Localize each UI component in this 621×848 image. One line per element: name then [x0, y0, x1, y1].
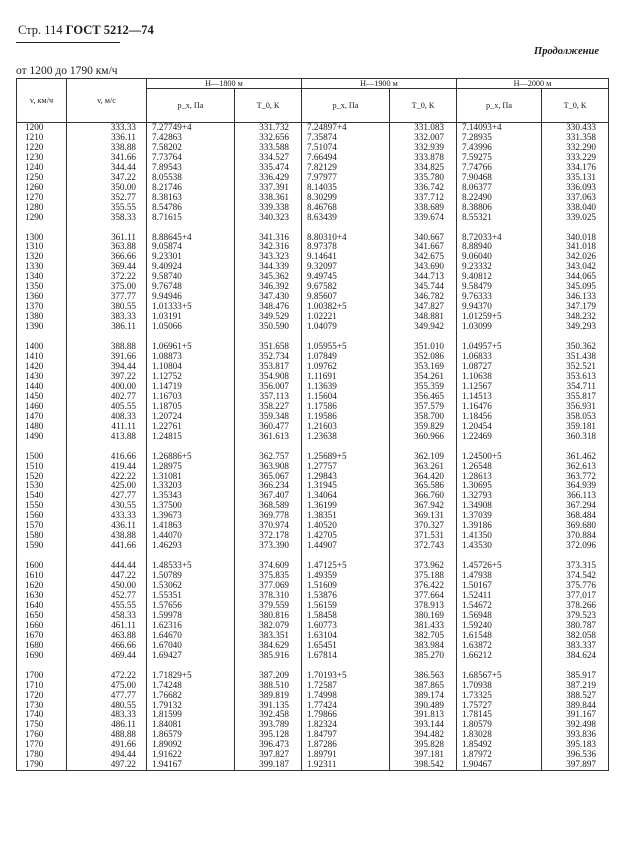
table-cell-t1: 362.757 363.908 365.067 366.234 367.407 368.589 369.778 370.974 372.178 373.390 [235, 452, 302, 552]
table-cell-p2: 1.05955+5 1.07849 1.09762 1.11691 1.13639 1.15604 1.17586 1.19586 1.21603 1.23638 [302, 342, 390, 442]
table-cell-t1: 341.316 342.316 343.323 344.339 345.362 346.392 347.430 348.476 349.529 350.590 [235, 233, 302, 333]
table-cell-t3: 361.462 362.613 363.772 364.939 366.113 367.294 368.484 369.680 370.884 372.096 [542, 452, 609, 552]
table-cell-p3: 8.72033+4 8.88940 9.06040 9.23332 9.40812 9.58479 9.76333 9.94370 1.01259+5 1.03099 [457, 233, 542, 333]
table-row [17, 671, 609, 771]
page-number: Стр. 114 [18, 23, 63, 37]
table-cell-v-ms: 388.88 391.66 394.44 397.22 400.00 402.77 405.55 408.33 411.11 413.88 [67, 342, 147, 442]
table-cell-p3: 1.68567+5 1.70938 1.73325 1.75727 1.78145 1.80579 1.83028 1.85492 1.87972 1.90467 [457, 671, 542, 771]
table-cell-p1: 1.48533+5 1.50789 1.53062 1.55351 1.57656 1.59978 1.62316 1.64670 1.67040 1.69427 [147, 561, 235, 661]
table-cell-t2: 331.083 332.007 332.939 333.878 334.825 335.780 336.742 337.712 338.689 339.674 [390, 123, 457, 223]
col-h1900: H—1900 м [302, 79, 457, 89]
continuation-label: Продолжение [534, 46, 599, 57]
table-row [17, 452, 609, 552]
table-cell-p1: 8.88645+4 9.05874 9.23301 9.40924 9.58740 9.76748 9.94946 1.01333+5 1.03191 1.05066 [147, 233, 235, 333]
table-cell-p3: 1.45726+5 1.47938 1.50167 1.52411 1.54672 1.56948 1.59240 1.61548 1.63872 1.66212 [457, 561, 542, 661]
table-cell-p3: 7.14093+4 7.28935 7.43996 7.59275 7.74766 7.90468 8.06377 8.22490 8.38806 8.55321 [457, 123, 542, 223]
col-p-3: p_x, Па [457, 89, 542, 123]
table-cell-t2: 386.563 387.865 389.174 390.489 391.813 393.144 394.482 395.828 397.181 398.542 [390, 671, 457, 771]
range-label: от 1200 до 1790 км/ч [16, 65, 118, 77]
table-cell-v-ms: 361.11 363.88 366.66 369.44 372.22 375.00 377.77 380.55 383.33 386.11 [67, 233, 147, 333]
table-cell-t3: 385.917 387.219 388.527 389.844 391.167 392.498 393.836 395.183 396.536 397.897 [542, 671, 609, 771]
table-cell-p1: 1.26886+5 1.28975 1.31081 1.33203 1.35343 1.37500 1.39673 1.41863 1.44070 1.46293 [147, 452, 235, 552]
table-cell-t1: 387.209 388.510 389.819 391.135 392.458 393.789 395.128 396.473 397.827 399.187 [235, 671, 302, 771]
col-p-2: p_x, Па [302, 89, 390, 123]
header-rule [16, 42, 120, 43]
col-t-3: T_0, К [542, 89, 609, 123]
col-h1800: H—1800 м [147, 79, 302, 89]
table-cell-t3: 373.315 374.542 375.776 377.017 378.266 379.523 380.787 382.058 383.337 384.624 [542, 561, 609, 661]
table-body [17, 123, 609, 771]
table-cell-v-ms: 333.33 336.11 338.88 341.66 344.44 347.22 350.00 352.77 355.55 358.33 [67, 123, 147, 223]
table-cell-p1: 1.71829+5 1.74248 1.76682 1.79132 1.81599 1.84081 1.86579 1.89092 1.91622 1.94167 [147, 671, 235, 771]
table-cell-t3: 330.433 331.358 332.290 333.229 334.176 335.131 336.093 337.063 338.040 339.025 [542, 123, 609, 223]
table-cell-v-kmh: 1600 1610 1620 1630 1640 1650 1660 1670 1680 1690 [17, 561, 67, 661]
table-cell-p3: 1.24500+5 1.26548 1.28613 1.30695 1.32793 1.34908 1.37039 1.39186 1.41350 1.43530 [457, 452, 542, 552]
table-row [17, 561, 609, 661]
table-cell-v-ms: 444.44 447.22 450.00 452.77 455.55 458.33 461.11 463.88 466.66 469.44 [67, 561, 147, 661]
table-cell-t1: 331.732 332.656 333.588 334.527 335.474 336.429 337.391 338.361 339.338 340.323 [235, 123, 302, 223]
table-cell-v-kmh: 1400 1410 1420 1430 1440 1450 1460 1470 1480 1490 [17, 342, 67, 442]
table-cell-p2: 1.70193+5 1.72587 1.74998 1.77424 1.79866 1.82324 1.84797 1.87286 1.89791 1.92311 [302, 671, 390, 771]
table-row [17, 123, 609, 223]
table-cell-v-kmh: 1300 1310 1320 1330 1340 1350 1360 1370 1380 1390 [17, 233, 67, 333]
table-cell-t2: 351.010 352.086 353.169 354.261 355.359 356.465 357.579 358.700 359.829 360.966 [390, 342, 457, 442]
table-cell-t2: 340.667 341.667 342.675 343.690 344.713 345.744 346.782 347.827 348.881 349.942 [390, 233, 457, 333]
col-t-2: T_0, К [390, 89, 457, 123]
col-p-1: p_x, Па [147, 89, 235, 123]
table-cell-v-ms: 472.22 475.00 477.77 480.55 483.33 486.11 488.88 491.66 494.44 497.22 [67, 671, 147, 771]
table-cell-v-kmh: 1700 1710 1720 1730 1740 1750 1760 1770 1780 1790 [17, 671, 67, 771]
table-cell-p2: 7.24897+4 7.35874 7.51074 7.66494 7.82129 7.97977 8.14035 8.30299 8.46768 8.63439 [302, 123, 390, 223]
col-v-kmh: v, км/ч [17, 79, 67, 123]
table-cell-v-kmh: 1500 1510 1520 1530 1540 1550 1560 1570 1580 1590 [17, 452, 67, 552]
table-row [17, 342, 609, 442]
table-cell-t2: 362.109 363.261 364.420 365.586 366.760 367.942 369.131 370.327 371.531 372.743 [390, 452, 457, 552]
page-header [18, 23, 154, 38]
table-cell-t3: 340.018 341.018 342.026 343.042 344.065 345.095 346.133 347.179 348.232 349.293 [542, 233, 609, 333]
table-cell-t3: 350.362 351.438 352.521 353.613 354.711 355.817 356.931 358.053 359.181 360.318 [542, 342, 609, 442]
table-cell-p2: 1.47125+5 1.49359 1.51609 1.53876 1.56159 1.58458 1.60773 1.63104 1.65451 1.67814 [302, 561, 390, 661]
table-cell-t1: 351.658 352.734 353.817 354.908 356.007 357.113 358.227 359.348 360.477 361.613 [235, 342, 302, 442]
table-cell-t1: 374.609 375.835 377.069 378.310 379.559 380.816 382.079 383.351 384.629 385.916 [235, 561, 302, 661]
table-cell-p2: 1.25689+5 1.27757 1.29843 1.31945 1.34064 1.36199 1.38351 1.40520 1.42705 1.44907 [302, 452, 390, 552]
table-cell-v-ms: 416.66 419.44 422.22 425.00 427.77 430.55 433.33 436.11 438.88 441.66 [67, 452, 147, 552]
gost-code: ГОСТ 5212—74 [65, 23, 154, 37]
table-cell-p3: 1.04957+5 1.06833 1.08727 1.10638 1.12567 1.14513 1.16476 1.18456 1.20454 1.22469 [457, 342, 542, 442]
table-cell-p1: 7.27749+4 7.42863 7.58202 7.73764 7.89543 8.05538 8.21746 8.38163 8.54786 8.71615 [147, 123, 235, 223]
data-table [16, 78, 609, 771]
col-h2000: H—2000 м [457, 79, 609, 89]
table-cell-p2: 8.80310+4 8.97378 9.14641 9.32097 9.49745 9.67582 9.85607 1.00382+5 1.02221 1.04079 [302, 233, 390, 333]
table-row [17, 233, 609, 333]
table-cell-p1: 1.06961+5 1.08873 1.10804 1.12752 1.14719 1.16703 1.18705 1.20724 1.22761 1.24815 [147, 342, 235, 442]
col-t-1: T_0, К [235, 89, 302, 123]
col-v-ms: v, м/с [67, 79, 147, 123]
table-cell-t2: 373.962 375.188 376.422 377.664 378.913 380.169 381.433 382.705 383.984 385.270 [390, 561, 457, 661]
table-cell-v-kmh: 1200 1210 1220 1230 1240 1250 1260 1270 1280 1290 [17, 123, 67, 223]
